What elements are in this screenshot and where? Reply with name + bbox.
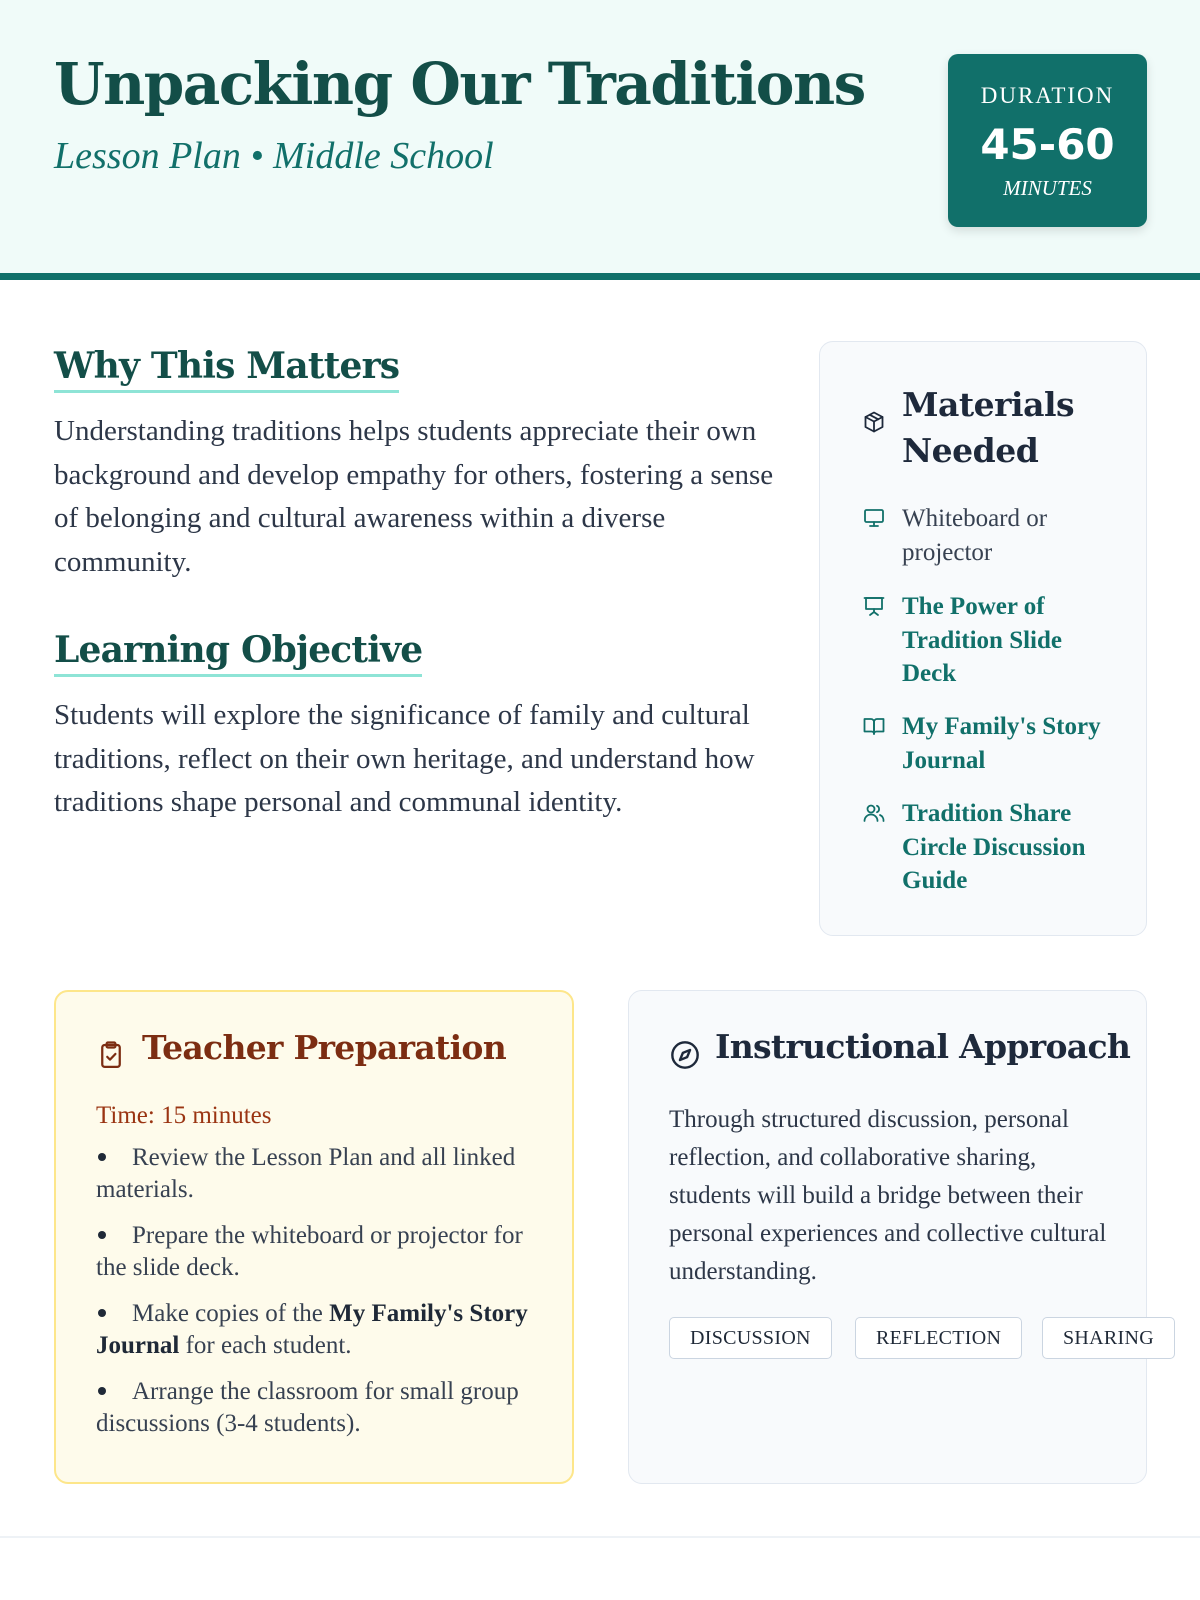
lesson-header bbox=[0, 0, 1200, 280]
tag-reflection: REFLECTION bbox=[855, 1317, 1022, 1359]
page-subtitle: Lesson Plan • Middle School bbox=[54, 135, 494, 177]
list-item: Review the Lesson Plan and all linked materials. bbox=[96, 1144, 516, 1203]
book-open-icon bbox=[862, 714, 886, 742]
duration-unit: MINUTES bbox=[1003, 176, 1092, 200]
preparation-heading: Teacher Preparation bbox=[142, 1028, 507, 1067]
duration-badge bbox=[948, 54, 1147, 227]
compass-icon bbox=[669, 1039, 701, 1075]
page-title: Unpacking Our Traditions bbox=[54, 50, 865, 118]
objective-text: Students will explore the significance of family and cultural traditions, reflect on their own heritage, and understand how traditions shape personal and communal identity. bbox=[54, 699, 755, 818]
footer-divider bbox=[0, 1536, 1200, 1538]
list-item: Prepare the whiteboard or projector for the slide deck. bbox=[96, 1222, 523, 1281]
monitor-icon bbox=[862, 506, 886, 534]
presentation-icon bbox=[862, 594, 886, 622]
tag-discussion: DISCUSSION bbox=[669, 1317, 832, 1359]
material-label: Whiteboard or projector bbox=[902, 505, 1048, 566]
preparation-time: Time: 15 minutes bbox=[96, 1102, 272, 1129]
objective-heading: Learning Objective bbox=[54, 628, 422, 677]
approach-heading: Instructional Approach bbox=[715, 1027, 1131, 1066]
preparation-list bbox=[96, 1142, 541, 1454]
materials-heading: Materials Needed bbox=[902, 385, 1075, 470]
instructional-approach-card bbox=[628, 990, 1154, 1484]
tag-sharing: SHARING bbox=[1042, 1317, 1175, 1359]
users-icon bbox=[862, 801, 886, 829]
duration-value: 45-60 bbox=[980, 120, 1115, 169]
approach-text: Through structured discussion, personal reflection, and collaborative sharing, students will build a bridge between their personal experiences and collective cultural understanding. bbox=[669, 1106, 1107, 1285]
why-heading: Why This Matters bbox=[54, 344, 399, 393]
list-item: Arrange the classroom for small group discussions (3-4 students). bbox=[96, 1378, 519, 1437]
materials-card bbox=[819, 341, 1147, 936]
discussion-guide-link[interactable]: Tradition Share Circle Discussion Guide bbox=[902, 800, 1086, 894]
clipboard-check-icon bbox=[96, 1040, 126, 1074]
teacher-preparation-card bbox=[54, 990, 574, 1484]
why-text: Understanding traditions helps students appreciate their own background and develop empathy for others, fostering a sense of belonging and cultural awareness within a diverse community. bbox=[54, 415, 774, 578]
journal-link[interactable]: My Family's Story Journal bbox=[902, 713, 1101, 774]
list-item: Make copies of the My Family's Story Journal for each student. bbox=[96, 1300, 528, 1359]
duration-label: DURATION bbox=[980, 83, 1115, 108]
slide-deck-link[interactable]: The Power of Tradition Slide Deck bbox=[902, 593, 1062, 687]
box-icon bbox=[862, 410, 886, 438]
